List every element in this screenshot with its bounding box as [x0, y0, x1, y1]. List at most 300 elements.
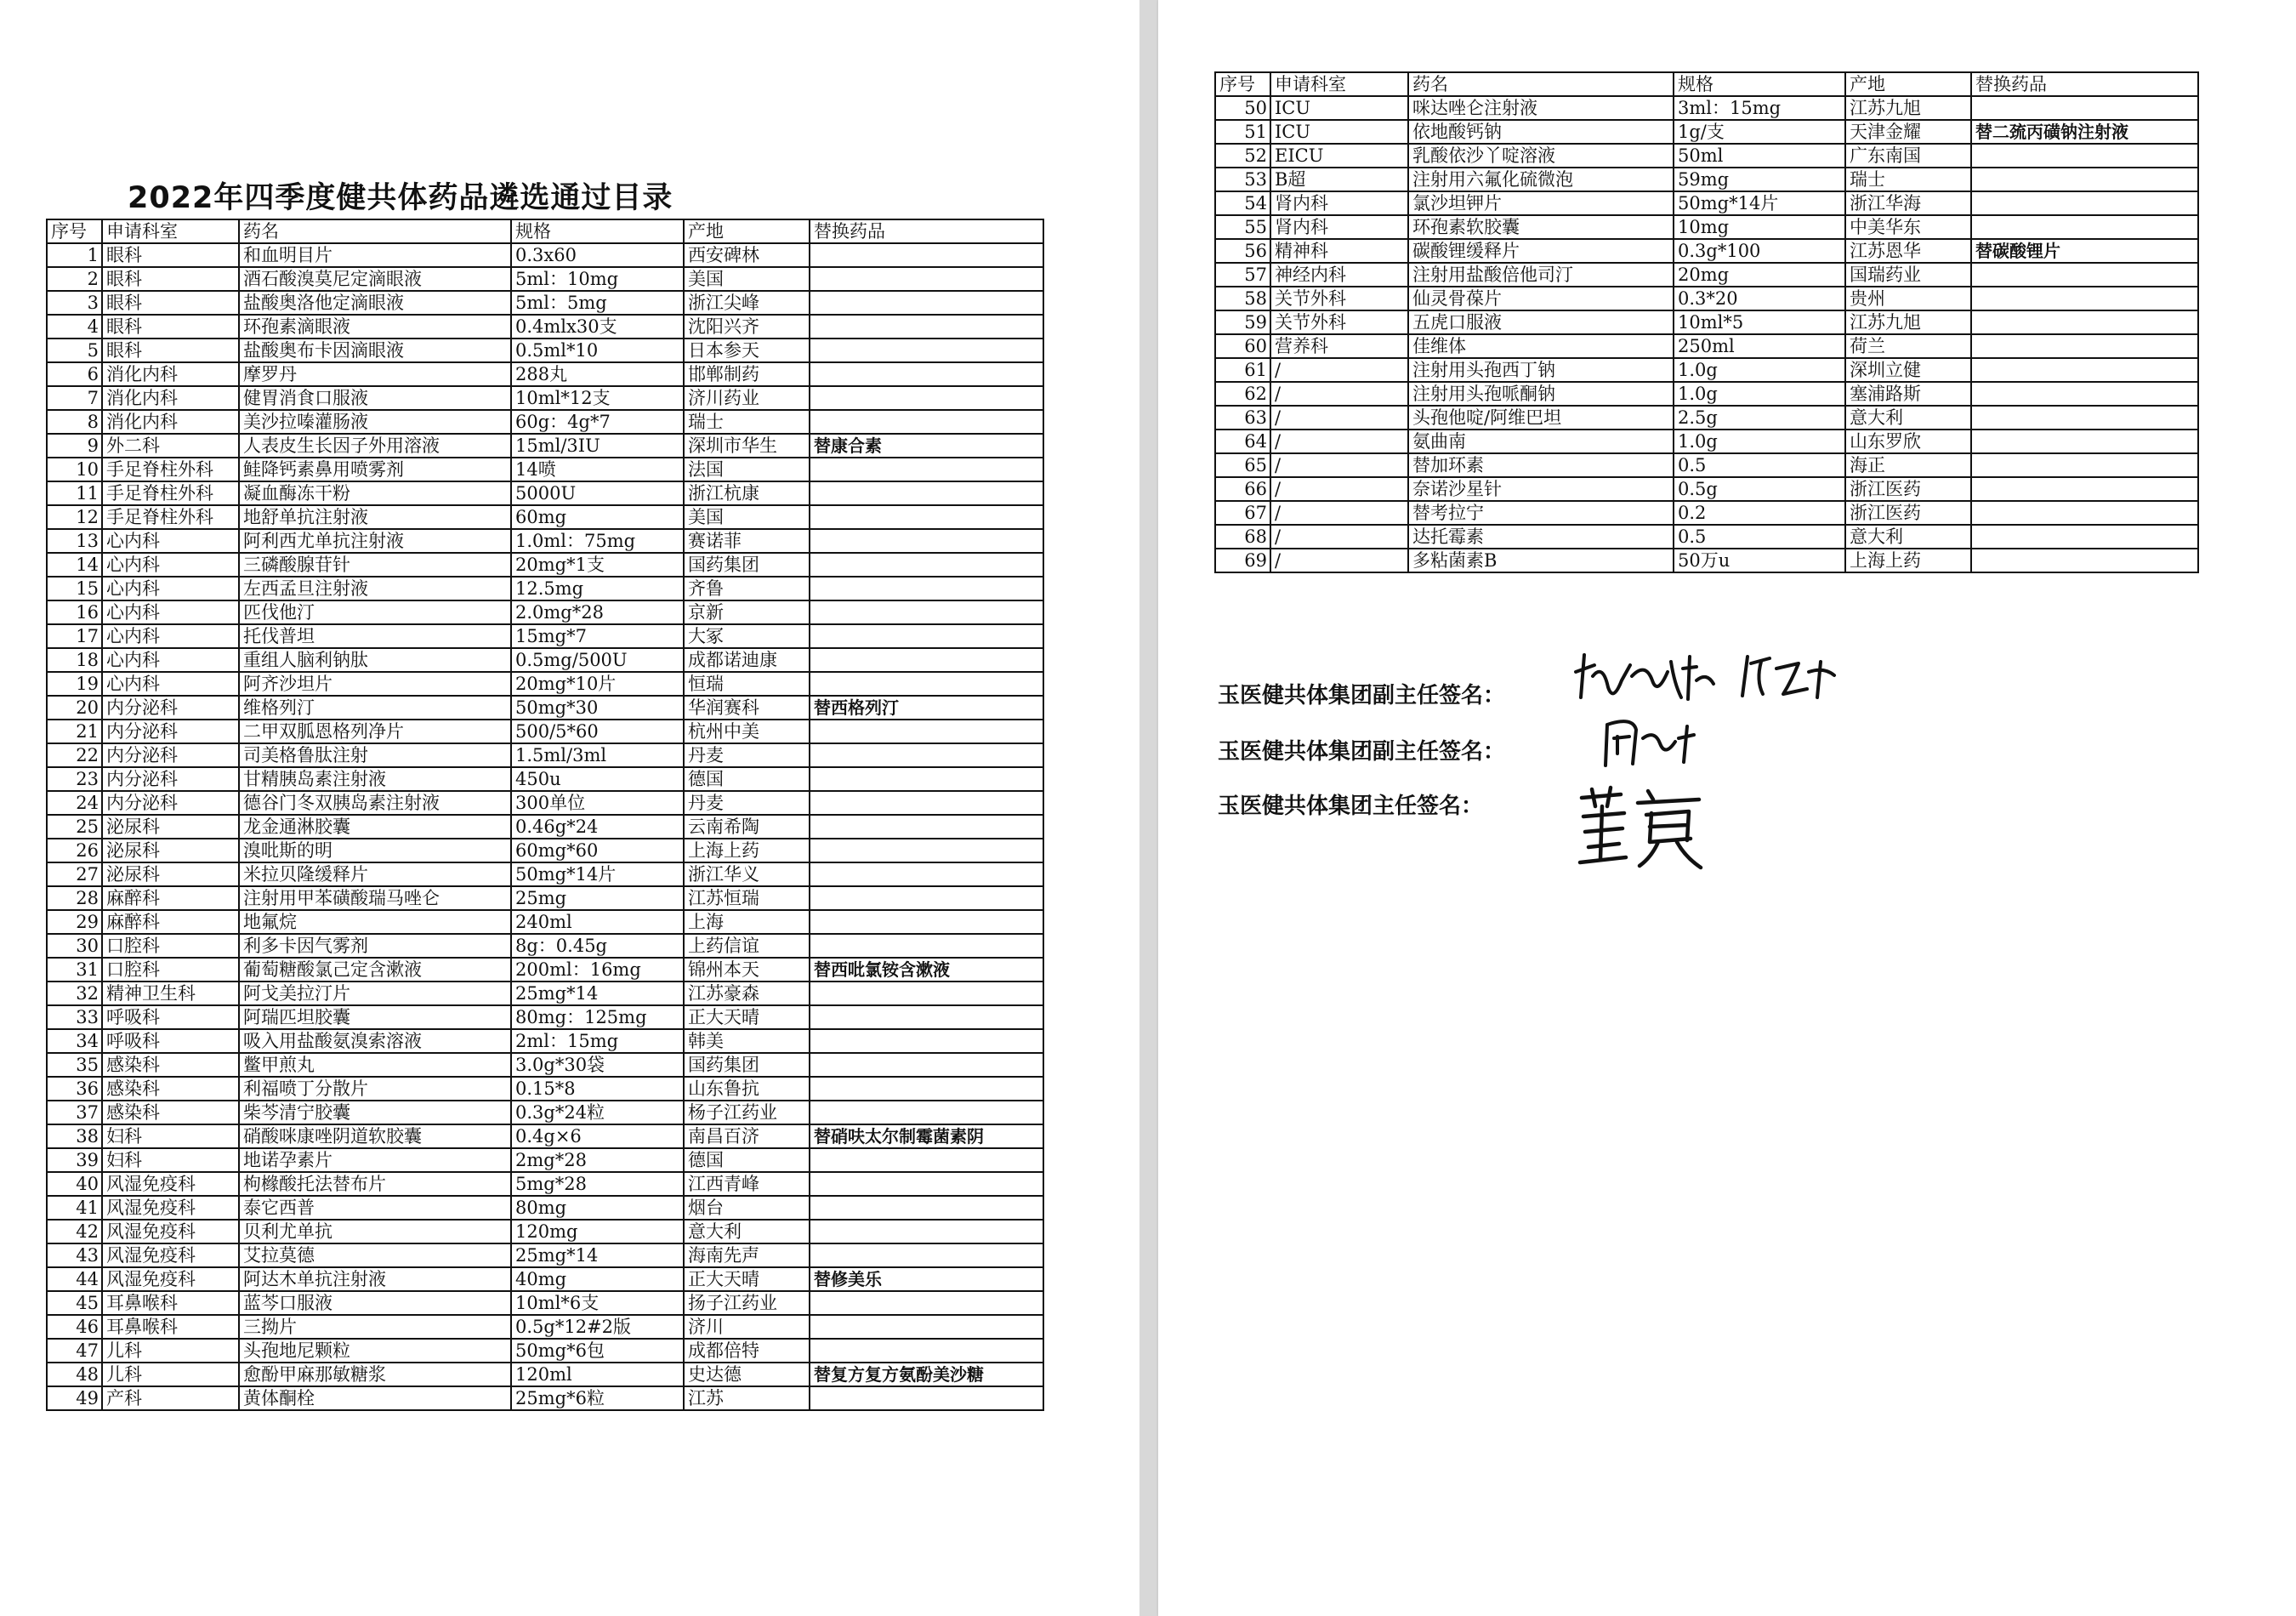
cell-department: 心内科 [102, 600, 239, 624]
table-row [47, 1029, 1043, 1053]
header-department: 申请科室 [102, 219, 239, 243]
cell-spec: 80mg：125mg [511, 1005, 684, 1029]
table-row [47, 720, 1043, 743]
cell-replacement [810, 1172, 1043, 1196]
cell-department: 呼吸科 [102, 1029, 239, 1053]
cell-seq: 22 [47, 743, 102, 767]
table-row [47, 648, 1043, 672]
cell-drug-name: 头孢地尼颗粒 [239, 1339, 511, 1363]
table-row [47, 958, 1043, 982]
cell-origin: 山东鲁抗 [684, 1077, 810, 1101]
cell-department: 感染科 [102, 1053, 239, 1077]
cell-origin: 华润赛科 [684, 696, 810, 720]
cell-drug-name: 氯沙坦钾片 [1408, 191, 1674, 215]
table-header-row [1215, 72, 2198, 96]
cell-seq: 16 [47, 600, 102, 624]
cell-seq: 30 [47, 934, 102, 958]
cell-origin: 西安碑林 [684, 243, 810, 267]
cell-seq: 31 [47, 958, 102, 982]
cell-replacement [810, 362, 1043, 386]
cell-origin: 成都诺迪康 [684, 648, 810, 672]
cell-seq: 23 [47, 767, 102, 791]
cell-drug-name: 利福喷丁分散片 [239, 1077, 511, 1101]
cell-replacement: 替二巯丙磺钠注射液 [1971, 120, 2198, 144]
cell-replacement [1971, 191, 2198, 215]
cell-origin: 意大利 [1845, 525, 1971, 549]
cell-drug-name: 和血明目片 [239, 243, 511, 267]
cell-department: 耳鼻喉科 [102, 1315, 239, 1339]
cell-seq: 17 [47, 624, 102, 648]
cell-spec: 300单位 [511, 791, 684, 815]
cell-spec: 10ml*12支 [511, 386, 684, 410]
cell-drug-name: 替加环素 [1408, 453, 1674, 477]
table-row [47, 982, 1043, 1005]
cell-spec: 50万u [1674, 549, 1845, 572]
cell-drug-name: 龙金通淋胶囊 [239, 815, 511, 839]
cell-origin: 南昌百济 [684, 1124, 810, 1148]
cell-replacement [810, 267, 1043, 291]
cell-seq: 69 [1215, 549, 1270, 572]
cell-spec: 25mg*14 [511, 982, 684, 1005]
cell-seq: 11 [47, 481, 102, 505]
cell-replacement [810, 767, 1043, 791]
cell-origin: 瑞士 [684, 410, 810, 434]
cell-department: ICU [1270, 120, 1408, 144]
cell-seq: 58 [1215, 287, 1270, 310]
table-row [1215, 501, 2198, 525]
cell-spec: 60mg*60 [511, 839, 684, 862]
cell-seq: 66 [1215, 477, 1270, 501]
cell-drug-name: 阿利西尤单抗注射液 [239, 529, 511, 553]
cell-department: ICU [1270, 96, 1408, 120]
document-title: 2022年四季度健共体药品遴选通过目录 [128, 181, 673, 215]
cell-origin: 京新 [684, 600, 810, 624]
table-row [47, 529, 1043, 553]
cell-seq: 56 [1215, 239, 1270, 263]
cell-replacement [1971, 96, 2198, 120]
table-row [47, 624, 1043, 648]
table-row [47, 434, 1043, 458]
cell-drug-name: 头孢他啶/阿维巴坦 [1408, 406, 1674, 430]
table-row [47, 1196, 1043, 1220]
cell-origin: 正大天晴 [684, 1005, 810, 1029]
cell-department: 口腔科 [102, 934, 239, 958]
cell-drug-name: 阿瑞匹坦胶囊 [239, 1005, 511, 1029]
header-replacement: 替换药品 [810, 219, 1043, 243]
cell-seq: 6 [47, 362, 102, 386]
cell-department: 关节外科 [1270, 310, 1408, 334]
table-row [47, 1148, 1043, 1172]
table-row [47, 1363, 1043, 1386]
cell-origin: 意大利 [1845, 406, 1971, 430]
cell-seq: 20 [47, 696, 102, 720]
cell-department: / [1270, 477, 1408, 501]
cell-replacement [810, 648, 1043, 672]
table-row [47, 481, 1043, 505]
table-row [47, 410, 1043, 434]
cell-replacement [1971, 453, 2198, 477]
cell-department: 泌尿科 [102, 839, 239, 862]
cell-replacement [810, 862, 1043, 886]
cell-seq: 28 [47, 886, 102, 910]
cell-replacement [810, 553, 1043, 577]
cell-origin: 天津金耀 [1845, 120, 1971, 144]
cell-drug-name: 二甲双胍恩格列净片 [239, 720, 511, 743]
cell-seq: 3 [47, 291, 102, 315]
table-row [47, 934, 1043, 958]
cell-seq: 14 [47, 553, 102, 577]
cell-seq: 32 [47, 982, 102, 1005]
table-row [47, 267, 1043, 291]
cell-replacement [1971, 334, 2198, 358]
drug-table-left [46, 219, 1044, 1411]
cell-department: 耳鼻喉科 [102, 1291, 239, 1315]
cell-seq: 41 [47, 1196, 102, 1220]
cell-replacement [810, 505, 1043, 529]
cell-replacement [810, 1053, 1043, 1077]
cell-origin: 沈阳兴齐 [684, 315, 810, 339]
table-row [47, 1124, 1043, 1148]
cell-replacement [1971, 430, 2198, 453]
cell-seq: 21 [47, 720, 102, 743]
cell-replacement: 替修美乐 [810, 1267, 1043, 1291]
cell-drug-name: 酒石酸溴莫尼定滴眼液 [239, 267, 511, 291]
table-row [1215, 549, 2198, 572]
cell-drug-name: 达托霉素 [1408, 525, 1674, 549]
table-row [47, 1386, 1043, 1410]
table-row [47, 291, 1043, 315]
cell-replacement [810, 743, 1043, 767]
cell-origin: 美国 [684, 267, 810, 291]
cell-drug-name: 贝利尤单抗 [239, 1220, 511, 1243]
cell-drug-name: 溴吡斯的明 [239, 839, 511, 862]
cell-replacement [810, 934, 1043, 958]
table-row [1215, 525, 2198, 549]
cell-seq: 10 [47, 458, 102, 481]
cell-department: 呼吸科 [102, 1005, 239, 1029]
cell-origin: 江西青峰 [684, 1172, 810, 1196]
cell-replacement [810, 1220, 1043, 1243]
cell-seq: 29 [47, 910, 102, 934]
cell-drug-name: 愈酚甲麻那敏糖浆 [239, 1363, 511, 1386]
cell-origin: 济川药业 [684, 386, 810, 410]
cell-spec: 10mg [1674, 215, 1845, 239]
cell-department: 营养科 [1270, 334, 1408, 358]
cell-spec: 40mg [511, 1267, 684, 1291]
cell-seq: 44 [47, 1267, 102, 1291]
cell-replacement [1971, 382, 2198, 406]
cell-drug-name: 碳酸锂缓释片 [1408, 239, 1674, 263]
cell-spec: 500/5*60 [511, 720, 684, 743]
cell-origin: 杭州中美 [684, 720, 810, 743]
cell-seq: 1 [47, 243, 102, 267]
cell-seq: 40 [47, 1172, 102, 1196]
cell-origin: 上药信谊 [684, 934, 810, 958]
cell-drug-name: 鲑降钙素鼻用喷雾剂 [239, 458, 511, 481]
cell-drug-name: 匹伐他汀 [239, 600, 511, 624]
cell-spec: 1.0g [1674, 430, 1845, 453]
cell-seq: 4 [47, 315, 102, 339]
header-department: 申请科室 [1270, 72, 1408, 96]
cell-origin: 广东南国 [1845, 144, 1971, 168]
cell-origin: 上海上药 [684, 839, 810, 862]
cell-department: 心内科 [102, 553, 239, 577]
cell-origin: 上海 [684, 910, 810, 934]
cell-replacement [810, 624, 1043, 648]
cell-replacement [810, 600, 1043, 624]
cell-origin: 法国 [684, 458, 810, 481]
table-row [47, 315, 1043, 339]
cell-department: 风湿免疫科 [102, 1267, 239, 1291]
cell-seq: 43 [47, 1243, 102, 1267]
cell-department: 心内科 [102, 529, 239, 553]
cell-origin: 赛诺菲 [684, 529, 810, 553]
cell-department: 消化内科 [102, 386, 239, 410]
cell-drug-name: 盐酸奥布卡因滴眼液 [239, 339, 511, 362]
cell-seq: 53 [1215, 168, 1270, 191]
cell-drug-name: 乳酸依沙丫啶溶液 [1408, 144, 1674, 168]
cell-replacement [810, 410, 1043, 434]
cell-drug-name: 三磷酸腺苷针 [239, 553, 511, 577]
cell-origin: 中美华东 [1845, 215, 1971, 239]
cell-department: / [1270, 406, 1408, 430]
cell-origin: 国药集团 [684, 553, 810, 577]
cell-department: 消化内科 [102, 362, 239, 386]
cell-replacement [1971, 168, 2198, 191]
cell-replacement [810, 982, 1043, 1005]
cell-drug-name: 左西孟旦注射液 [239, 577, 511, 600]
table-row [1215, 120, 2198, 144]
cell-replacement [810, 291, 1043, 315]
cell-spec: 0.3g*100 [1674, 239, 1845, 263]
cell-spec: 0.46g*24 [511, 815, 684, 839]
cell-department: / [1270, 358, 1408, 382]
table-header-row [47, 219, 1043, 243]
cell-origin: 江苏 [684, 1386, 810, 1410]
cell-spec: 0.3*20 [1674, 287, 1845, 310]
cell-department: 妇科 [102, 1148, 239, 1172]
cell-replacement [810, 1315, 1043, 1339]
cell-drug-name: 环孢素滴眼液 [239, 315, 511, 339]
cell-drug-name: 米拉贝隆缓释片 [239, 862, 511, 886]
cell-department: 精神科 [1270, 239, 1408, 263]
cell-origin: 瑞士 [1845, 168, 1971, 191]
table-row [47, 362, 1043, 386]
cell-drug-name: 多粘菌素B [1408, 549, 1674, 572]
cell-spec: 25mg [511, 886, 684, 910]
cell-drug-name: 咪达唑仑注射液 [1408, 96, 1674, 120]
cell-origin: 浙江华海 [1845, 191, 1971, 215]
cell-seq: 50 [1215, 96, 1270, 120]
cell-department: 口腔科 [102, 958, 239, 982]
drug-table-right [1214, 71, 2199, 573]
cell-department: 心内科 [102, 577, 239, 600]
cell-spec: 15ml/3IU [511, 434, 684, 458]
cell-seq: 47 [47, 1339, 102, 1363]
header-replacement: 替换药品 [1971, 72, 2198, 96]
cell-origin: 江苏九旭 [1845, 96, 1971, 120]
cell-drug-name: 黄体酮栓 [239, 1386, 511, 1410]
vice-director-signature-label-1: 玉医健共体集团副主任签名： [1218, 683, 1506, 708]
cell-seq: 39 [47, 1148, 102, 1172]
cell-replacement: 替复方复方氨酚美沙糖 [810, 1363, 1043, 1386]
cell-department: 风湿免疫科 [102, 1220, 239, 1243]
cell-seq: 65 [1215, 453, 1270, 477]
cell-department: 感染科 [102, 1077, 239, 1101]
header-origin: 产地 [1845, 72, 1971, 96]
cell-seq: 8 [47, 410, 102, 434]
cell-drug-name: 托伐普坦 [239, 624, 511, 648]
cell-origin: 扬子江药业 [684, 1291, 810, 1315]
cell-drug-name: 甘精胰岛素注射液 [239, 767, 511, 791]
cell-replacement [1971, 263, 2198, 287]
cell-replacement [1971, 144, 2198, 168]
cell-origin: 邯郸制药 [684, 362, 810, 386]
table-row [1215, 477, 2198, 501]
cell-drug-name: 五虎口服液 [1408, 310, 1674, 334]
cell-seq: 62 [1215, 382, 1270, 406]
cell-department: 内分泌科 [102, 743, 239, 767]
cell-origin: 烟台 [684, 1196, 810, 1220]
cell-seq: 64 [1215, 430, 1270, 453]
cell-department: / [1270, 430, 1408, 453]
cell-origin: 浙江医药 [1845, 477, 1971, 501]
cell-seq: 67 [1215, 501, 1270, 525]
cell-origin: 锦州本天 [684, 958, 810, 982]
cell-replacement [810, 1148, 1043, 1172]
table-row [47, 862, 1043, 886]
cell-drug-name: 维格列汀 [239, 696, 511, 720]
cell-origin: 贵州 [1845, 287, 1971, 310]
cell-department: 手足脊柱外科 [102, 458, 239, 481]
cell-drug-name: 仙灵骨葆片 [1408, 287, 1674, 310]
cell-department: / [1270, 525, 1408, 549]
cell-origin: 成都倍特 [684, 1339, 810, 1363]
header-drug-name: 药名 [1408, 72, 1674, 96]
cell-department: 泌尿科 [102, 815, 239, 839]
cell-origin: 江苏豪森 [684, 982, 810, 1005]
cell-spec: 14喷 [511, 458, 684, 481]
table-row [47, 839, 1043, 862]
cell-replacement [810, 720, 1043, 743]
cell-replacement [1971, 215, 2198, 239]
cell-seq: 52 [1215, 144, 1270, 168]
cell-department: 内分泌科 [102, 767, 239, 791]
table-row [47, 1101, 1043, 1124]
cell-department: / [1270, 549, 1408, 572]
cell-department: / [1270, 501, 1408, 525]
cell-drug-name: 注射用盐酸倍他司汀 [1408, 263, 1674, 287]
cell-department: 眼科 [102, 339, 239, 362]
table-row [47, 1053, 1043, 1077]
cell-replacement [1971, 358, 2198, 382]
cell-origin: 深圳市华生 [684, 434, 810, 458]
cell-drug-name: 注射用头孢哌酮钠 [1408, 382, 1674, 406]
cell-drug-name: 三拗片 [239, 1315, 511, 1339]
cell-drug-name: 地舒单抗注射液 [239, 505, 511, 529]
cell-department: 风湿免疫科 [102, 1196, 239, 1220]
cell-replacement [810, 481, 1043, 505]
cell-department: 泌尿科 [102, 862, 239, 886]
cell-department: 精神卫生科 [102, 982, 239, 1005]
cell-spec: 240ml [511, 910, 684, 934]
cell-replacement: 替西吡氯铵含漱液 [810, 958, 1043, 982]
cell-spec: 0.2 [1674, 501, 1845, 525]
cell-origin: 日本参天 [684, 339, 810, 362]
cell-drug-name: 葡萄糖酸氯己定含漱液 [239, 958, 511, 982]
cell-origin: 大冢 [684, 624, 810, 648]
cell-department: EICU [1270, 144, 1408, 168]
cell-seq: 68 [1215, 525, 1270, 549]
cell-replacement [810, 339, 1043, 362]
cell-drug-name: 美沙拉嗪灌肠液 [239, 410, 511, 434]
cell-department: B超 [1270, 168, 1408, 191]
cell-seq: 38 [47, 1124, 102, 1148]
cell-spec: 0.4g×6 [511, 1124, 684, 1148]
cell-origin: 正大天晴 [684, 1267, 810, 1291]
table-row [47, 886, 1043, 910]
cell-drug-name: 司美格鲁肽注射 [239, 743, 511, 767]
cell-seq: 24 [47, 791, 102, 815]
cell-origin: 云南希陶 [684, 815, 810, 839]
cell-spec: 0.5g*12#2版 [511, 1315, 684, 1339]
cell-replacement [810, 1339, 1043, 1363]
cell-replacement [810, 1196, 1043, 1220]
header-seq: 序号 [47, 219, 102, 243]
cell-spec: 5mg*28 [511, 1172, 684, 1196]
cell-seq: 36 [47, 1077, 102, 1101]
cell-spec: 15mg*7 [511, 624, 684, 648]
cell-department: 肾内科 [1270, 191, 1408, 215]
cell-drug-name: 硝酸咪康唑阴道软胶囊 [239, 1124, 511, 1148]
table-row [47, 577, 1043, 600]
cell-origin: 恒瑞 [684, 672, 810, 696]
cell-seq: 42 [47, 1220, 102, 1243]
cell-seq: 49 [47, 1386, 102, 1410]
cell-department: 手足脊柱外科 [102, 505, 239, 529]
cell-spec: 50mg*6包 [511, 1339, 684, 1363]
cell-spec: 5000U [511, 481, 684, 505]
cell-department: 心内科 [102, 672, 239, 696]
cell-drug-name: 健胃消食口服液 [239, 386, 511, 410]
cell-drug-name: 重组人脑利钠肽 [239, 648, 511, 672]
header-spec: 规格 [1674, 72, 1845, 96]
cell-drug-name: 蓝芩口服液 [239, 1291, 511, 1315]
cell-origin: 济川 [684, 1315, 810, 1339]
handwritten-signature-vice-director-2 [1599, 713, 1709, 772]
cell-spec: 450u [511, 767, 684, 791]
director-signature-label: 玉医健共体集团主任签名： [1218, 794, 1484, 819]
cell-spec: 8g：0.45g [511, 934, 684, 958]
cell-seq: 48 [47, 1363, 102, 1386]
table-row [1215, 263, 2198, 287]
cell-seq: 46 [47, 1315, 102, 1339]
table-row [1215, 168, 2198, 191]
cell-department: 外二科 [102, 434, 239, 458]
cell-spec: 2.5g [1674, 406, 1845, 430]
cell-drug-name: 吸入用盐酸氨溴索溶液 [239, 1029, 511, 1053]
cell-spec: 1g/支 [1674, 120, 1845, 144]
cell-replacement: 替硝呋太尔制霉菌素阴 [810, 1124, 1043, 1148]
table-row [1215, 334, 2198, 358]
cell-department: 心内科 [102, 624, 239, 648]
cell-seq: 25 [47, 815, 102, 839]
cell-spec: 0.5 [1674, 525, 1845, 549]
cell-replacement [1971, 525, 2198, 549]
table-row [1215, 239, 2198, 263]
cell-spec: 200ml：16mg [511, 958, 684, 982]
cell-department: 眼科 [102, 291, 239, 315]
